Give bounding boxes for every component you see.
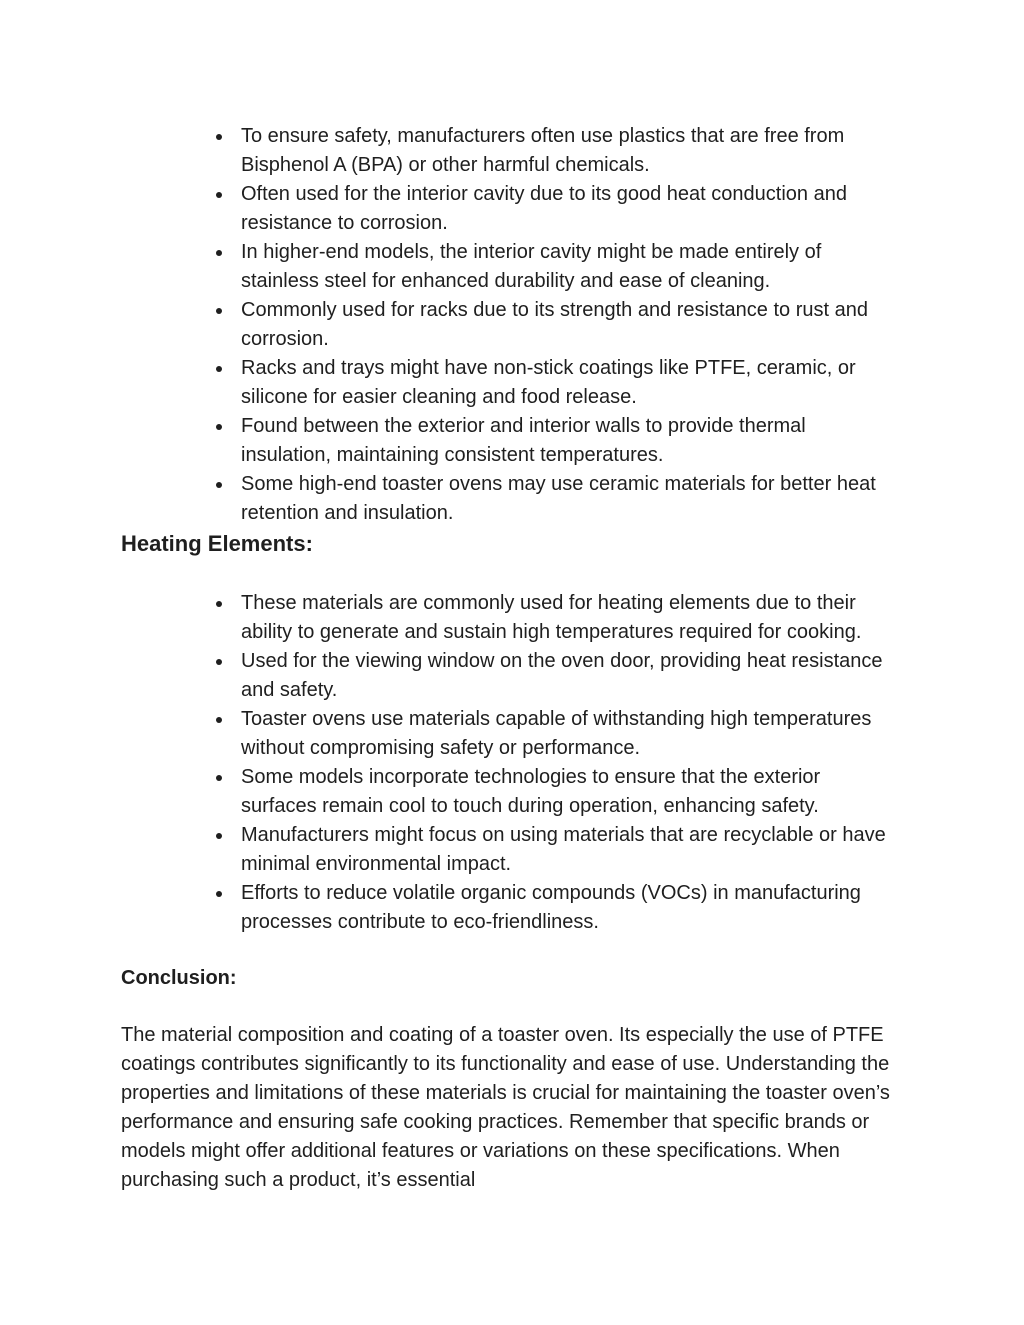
heating-bullet-list [241, 589, 901, 937]
list-item: Often used for the interior cavity due to its good heat conduction and resistance to corrosion. [241, 180, 901, 238]
list-item: Manufacturers might focus on using materials that are recyclable or have minimal environmental impact. [241, 821, 901, 879]
list-item: Toaster ovens use materials capable of withstanding high temperatures without compromising safety or performance. [241, 705, 901, 763]
list-item: Found between the exterior and interior walls to provide thermal insulation, maintaining consistent temperatures. [241, 412, 901, 470]
list-item: Some high-end toaster ovens may use ceramic materials for better heat retention and insulation. [241, 470, 901, 528]
list-item: In higher-end models, the interior cavity might be made entirely of stainless steel for enhanced durability and ease of cleaning. [241, 238, 901, 296]
conclusion-heading: Conclusion: [121, 967, 237, 989]
list-item: Efforts to reduce volatile organic compounds (VOCs) in manufacturing processes contribute to eco-friendliness. [241, 879, 901, 937]
conclusion-paragraph: The material composition and coating of a toaster oven. Its especially the use of PTFE coatings contributes significantly to its functionality and ease of use. Understanding the properties and limitations of these materials is crucial for maintaining the toaster oven’s performance and ensuring safe cooking practices. Remember that specific brands or models might offer additional features or variations on these specifications. When purchasing such a product, it’s essential [121, 1024, 890, 1191]
list-item: Racks and trays might have non-stick coatings like PTFE, ceramic, or silicone for easier cleaning and food release. [241, 354, 901, 412]
list-item: To ensure safety, manufacturers often use plastics that are free from Bisphenol A (BPA) or other harmful chemicals. [241, 122, 901, 180]
list-item: Used for the viewing window on the oven door, providing heat resistance and safety. [241, 647, 901, 705]
list-item: Some models incorporate technologies to ensure that the exterior surfaces remain cool to touch during operation, enhancing safety. [241, 763, 901, 821]
list-item: Commonly used for racks due to its strength and resistance to rust and corrosion. [241, 296, 901, 354]
heating-elements-heading: Heating Elements: [121, 531, 313, 556]
materials-bullet-list [241, 122, 901, 528]
list-item: These materials are commonly used for heating elements due to their ability to generate and sustain high temperatures required for cooking. [241, 589, 901, 647]
